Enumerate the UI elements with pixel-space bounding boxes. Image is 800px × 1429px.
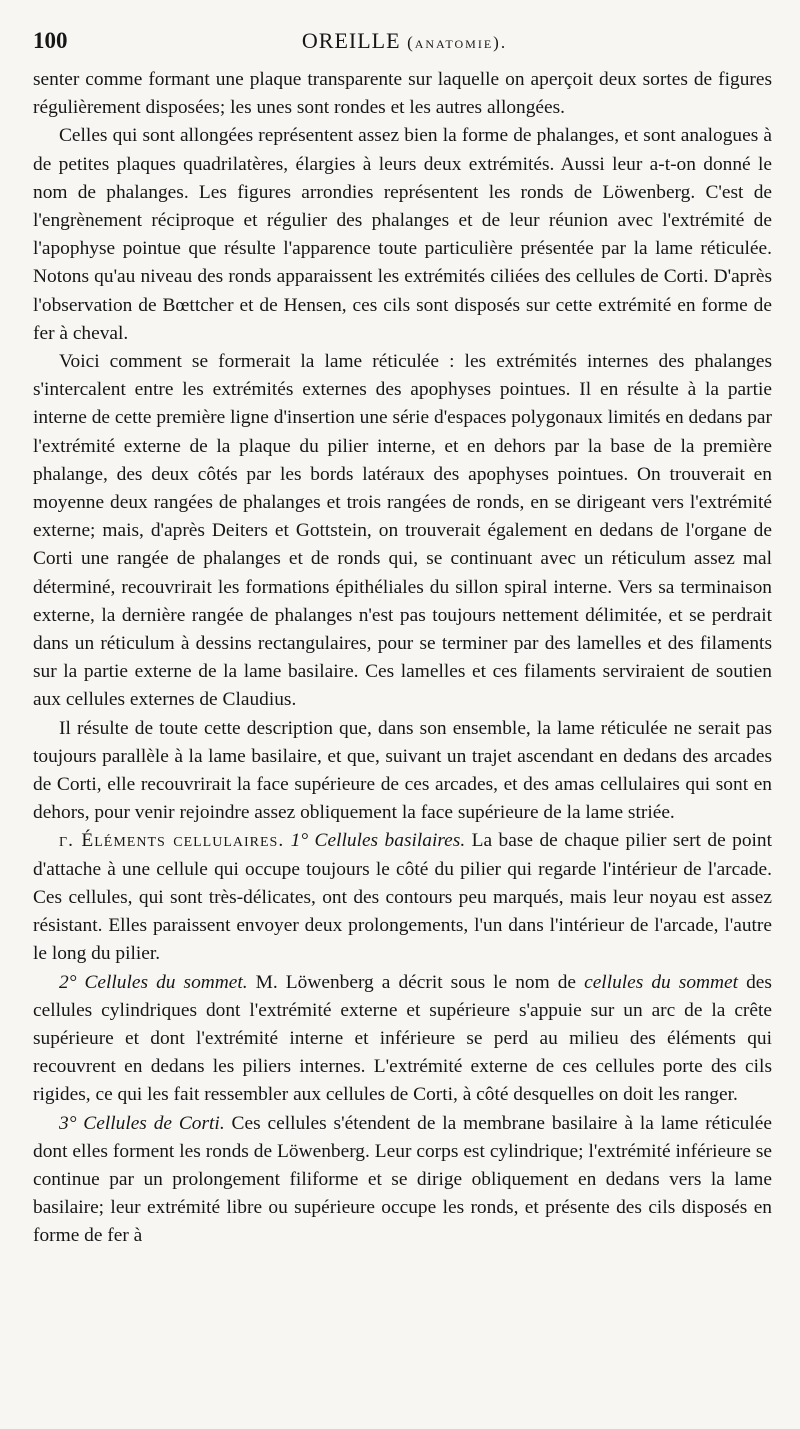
paragraph: Voici comment se formerait la lame réticulée : les extrémités internes des phalanges s'intercalent entre les extrémités externes des apophyses pointues. Il en résulte à la partie interne de cette première ligne d'insertion une série d'espaces polygonaux limités en dedans par l'extrémité externe de la plaque du pilier interne, et en dehors par la base de la première phalange, des deux côtés par les bords latéraux des apophyses pointues. On trouverait en moyenne deux rangées de phalanges et trois rangées de ronds, en se dirigeant vers l'extrémité externe; mais, d'après Deiters et Gottstein, on trouverait également en dedans de l'organe de Corti une rangée de phalanges et de ronds qui, se continuant avec un réticulum assez mal déterminé, recouvrirait les formations épithéliales du sillon spiral interne. Vers sa terminaison externe, la dernière rangée de phalanges n'est pas toujours nettement délimitée, et se perdrait dans un réticulum à dessins rectangulaires, pour se terminer par des lamelles et des filaments sur la partie externe de la lame basilaire. Ces lamelles et ces filaments serviraient de soutien aux cellules externes de Claudius.	[33, 351, 772, 711]
italic-term: cellules du sommet	[584, 971, 739, 993]
paragraph-subsection-2	[33, 969, 772, 1110]
title-subtitle: (anatomie).	[407, 33, 508, 52]
subsection-heading: 1° Cellules basilaires.	[290, 830, 466, 852]
section-heading: γ. Éléments cellulaires.	[59, 830, 285, 852]
paragraph-text: Ces cellules s'étendent de la membrane basilaire à la lame réticulée dont elles forment les ronds de Löwenberg. Leur corps est cylindrique; l'extrémité inférieure se continue par un prolongement filiforme et se dirige obliquement en dedans vers la lame basilaire; leur extrémité libre ou supérieure occupe les ronds, et présente des cils disposés en forme de fer à	[33, 1112, 772, 1247]
paragraph-subsection-3	[33, 1110, 772, 1251]
paragraph-section-gamma	[33, 827, 772, 968]
title-main: OREILLE	[301, 28, 401, 53]
subsection-heading: 2° Cellules du sommet.	[59, 971, 248, 993]
subsection-heading: 3° Cellules de Corti.	[59, 1112, 225, 1134]
paragraph: Celles qui sont allongées représentent assez bien la forme de phalanges, et sont analogues à de petites plaques quadrilatères, élargies à leurs deux extrémités. Aussi leur a-t-on donné le nom de phalanges. Les figures arrondies représentent les ronds de Löwenberg. C'est de l'engrènement réciproque et régulier des phalanges et de leur réunion avec l'extrémité de l'apophyse pointue que résulte l'apparence toute particulière présentée par la lame réticulée. Notons qu'au niveau des ronds apparaissent les extrémités ciliées des cellules de Corti. D'après l'observation de Bœttcher et de Hensen, ces cils sont disposés sur cette extrémité en forme de fer à cheval.	[33, 125, 772, 344]
paragraph-continued: senter comme formant une plaque transparente sur laquelle on aperçoit deux sortes de figures régulièrement disposées; les unes sont rondes et les autres allongées.	[33, 69, 772, 119]
paragraph-text: des cellules cylindriques dont l'extrémité externe et supérieure s'appuie sur un arc de la crête supérieure et dont l'extrémité interne et inférieure se perd au milieu des éléments qui recouvrent en dedans les piliers internes. L'extrémité externe de ces cellules porte des cils rigides, ce qui les fait ressembler aux cellules de Corti, à côté desquelles on doit les ranger.	[33, 971, 772, 1106]
page-number: 100	[33, 28, 68, 53]
running-title	[33, 28, 776, 54]
running-header	[33, 28, 776, 62]
paragraph-text: La base de chaque pilier sert de point d'attache à une cellule qui occupe toujours le côté du pilier qui regarde l'intérieur de l'arcade. Ces cellules, qui sont très-délicates, ont des contours peu marqués, mais leur noyau est assez résistant. Elles paraissent envoyer deux prolongements, l'un dans l'intérieur de l'arcade, l'autre le long du pilier.	[33, 830, 772, 965]
paragraph: Il résulte de toute cette description que, dans son ensemble, la lame réticulée ne serait pas toujours parallèle à la lame basilaire, et que, suivant un trajet ascendant en dedans des arcades de Corti, elle recouvrirait la face supérieure de ces arcades, et des amas cellulaires qui sont en dehors, pour venir rejoindre assez obliquement la face supérieure de la lame striée.	[33, 717, 772, 824]
paragraph-text: M. Löwenberg a décrit sous le nom de	[255, 971, 577, 993]
article-body	[33, 66, 772, 1251]
